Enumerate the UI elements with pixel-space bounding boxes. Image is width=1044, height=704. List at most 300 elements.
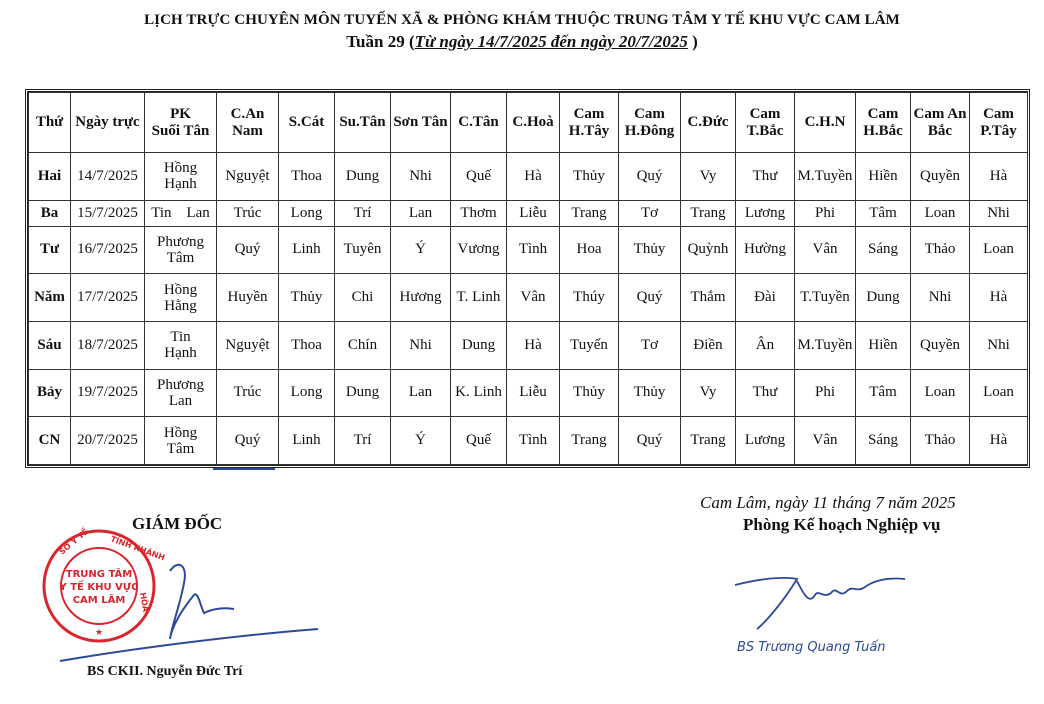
cell-text: Nhi xyxy=(987,204,1010,221)
department-signer-name: BS Trương Quang Tuấn xyxy=(737,640,886,655)
cell-text: T. Linh xyxy=(456,289,501,306)
staff-cell xyxy=(391,417,451,465)
svg-text:CAM LÂM: CAM LÂM xyxy=(72,595,126,606)
column-header-line: Ngày trực xyxy=(75,114,140,130)
cell-text: Thủy xyxy=(290,289,323,306)
cell-text: T.Tuyền xyxy=(800,289,850,306)
department-heading: Phòng Kế hoạch Nghiệp vụ xyxy=(743,515,941,534)
column-header xyxy=(970,93,1028,153)
staff-cell xyxy=(736,274,795,322)
cell-text: Hạnh xyxy=(164,176,197,193)
director-signature xyxy=(52,555,322,675)
staff-cell xyxy=(911,274,970,322)
staff-cell xyxy=(507,369,560,417)
cell-text: Long xyxy=(290,384,323,401)
cell-text: Quý xyxy=(636,167,663,184)
staff-cell xyxy=(279,417,335,465)
staff-cell xyxy=(795,369,856,417)
place-date: Cam Lâm, ngày 11 tháng 7 năm 2025 xyxy=(700,493,956,512)
staff-cell xyxy=(507,153,560,201)
cell-text: Bảy xyxy=(36,384,62,401)
cell-text: Quế xyxy=(466,432,491,449)
svg-text:TỈNH KHÁNH: TỈNH KHÁNH xyxy=(109,534,167,563)
cell-text: Quỳnh xyxy=(687,241,729,258)
cell-text: Đài xyxy=(754,289,776,306)
cell-text: Nhi xyxy=(928,289,952,306)
cell-text: Thắm xyxy=(690,289,726,306)
cell-text: Tâm xyxy=(166,440,195,457)
cell-text: Liễu xyxy=(519,204,547,221)
column-header-line: Cam xyxy=(573,105,605,122)
department-signature xyxy=(727,565,927,635)
cell-text: 19/7/2025 xyxy=(77,384,138,401)
cell-text: Quý xyxy=(234,241,261,258)
cell-text: Tâm xyxy=(869,204,897,221)
staff-cell xyxy=(560,200,619,226)
director-name: BS CKII. Nguyễn Đức Trí xyxy=(87,664,243,679)
column-header-line: Cam An xyxy=(913,105,967,122)
staff-cell xyxy=(145,369,217,417)
staff-cell xyxy=(507,417,560,465)
cell-text: Tâm xyxy=(869,384,897,401)
cell-text: Thoa xyxy=(291,336,322,353)
staff-cell xyxy=(856,369,911,417)
staff-cell xyxy=(507,226,560,274)
column-header xyxy=(681,93,736,153)
staff-cell xyxy=(217,274,279,322)
staff-cell xyxy=(560,369,619,417)
table-row xyxy=(29,200,1028,226)
cell-text: Thủy xyxy=(633,384,666,401)
table-header-row xyxy=(29,93,1028,153)
cell-text: Tuyến xyxy=(570,336,608,353)
staff-cell xyxy=(856,417,911,465)
staff-cell xyxy=(736,321,795,369)
column-header xyxy=(856,93,911,153)
staff-cell xyxy=(736,417,795,465)
cell-text: Linh xyxy=(292,432,321,449)
date-cell xyxy=(71,200,145,226)
cell-text: Dung xyxy=(345,167,380,184)
staff-cell xyxy=(391,153,451,201)
staff-cell xyxy=(856,153,911,201)
cell-text: Thủy xyxy=(573,167,605,184)
staff-cell xyxy=(391,200,451,226)
staff-cell xyxy=(279,200,335,226)
cell-text: Thơm xyxy=(460,204,497,221)
cell-text: Thúy xyxy=(573,289,605,306)
cell-text: Trí xyxy=(353,204,372,221)
staff-cell xyxy=(970,226,1028,274)
cell-text: Loan xyxy=(924,204,956,221)
cell-text: Hồng xyxy=(163,281,198,298)
day-cell xyxy=(29,369,71,417)
staff-cell xyxy=(795,417,856,465)
director-heading: GIÁM ĐỐC xyxy=(132,514,223,533)
staff-cell xyxy=(619,226,681,274)
day-cell xyxy=(29,274,71,322)
cell-text: Sáng xyxy=(868,241,898,258)
staff-cell xyxy=(451,321,507,369)
cell-text: Quý xyxy=(636,289,663,306)
date-cell xyxy=(71,369,145,417)
cell-text: Sáu xyxy=(37,336,62,353)
cell-text: Huyền xyxy=(227,289,268,306)
staff-cell xyxy=(795,321,856,369)
cell-text: 14/7/2025 xyxy=(77,167,138,184)
cell-text: Hằng xyxy=(164,297,197,314)
column-header xyxy=(335,93,391,153)
staff-cell xyxy=(619,200,681,226)
staff-cell xyxy=(911,226,970,274)
date-cell xyxy=(71,321,145,369)
date-cell xyxy=(71,417,145,465)
table-row xyxy=(29,417,1028,465)
column-header-line: C.An xyxy=(230,105,265,122)
cell-text: Trang xyxy=(690,432,726,449)
document-subtitle: Tuần 29 (Từ ngày 14/7/2025 đến ngày 20/7/2025 ) xyxy=(346,32,698,51)
staff-cell xyxy=(619,321,681,369)
staff-cell xyxy=(619,417,681,465)
staff-cell xyxy=(217,226,279,274)
cell-text: Ý xyxy=(415,241,426,258)
staff-cell xyxy=(391,369,451,417)
staff-cell xyxy=(681,417,736,465)
staff-cell xyxy=(970,274,1028,322)
svg-text:TRUNG TÂM: TRUNG TÂM xyxy=(65,569,133,580)
staff-cell xyxy=(217,369,279,417)
cell-text: K. Linh xyxy=(455,384,502,401)
cell-text: 16/7/2025 xyxy=(77,241,138,258)
cell-text: 18/7/2025 xyxy=(77,336,138,353)
staff-cell xyxy=(279,274,335,322)
column-header-line: H.Bắc xyxy=(863,122,903,139)
staff-cell xyxy=(279,369,335,417)
staff-cell xyxy=(560,417,619,465)
cell-text: Quế xyxy=(466,167,491,184)
staff-cell xyxy=(856,200,911,226)
staff-cell xyxy=(619,153,681,201)
staff-cell xyxy=(217,321,279,369)
column-header xyxy=(507,93,560,153)
cell-text: Nguyệt xyxy=(225,167,270,184)
cell-text: Trang xyxy=(690,204,726,221)
cell-text: Vân xyxy=(520,289,546,306)
cell-text: Ý xyxy=(415,432,426,449)
cell-text: Phi xyxy=(814,204,835,221)
cell-text: Lương xyxy=(744,204,786,221)
cell-text: Tin Lan xyxy=(151,204,210,221)
staff-cell xyxy=(391,321,451,369)
cell-text: Chín xyxy=(347,336,378,353)
cell-text: 15/7/2025 xyxy=(77,204,138,221)
date-cell xyxy=(71,274,145,322)
column-header xyxy=(736,93,795,153)
staff-cell xyxy=(391,274,451,322)
staff-cell xyxy=(795,226,856,274)
staff-cell xyxy=(736,153,795,201)
staff-cell xyxy=(335,153,391,201)
cell-text: Hà xyxy=(524,167,542,184)
staff-cell xyxy=(970,417,1028,465)
date-cell xyxy=(71,153,145,201)
staff-cell xyxy=(911,200,970,226)
staff-cell xyxy=(335,369,391,417)
cell-text: Tư xyxy=(39,241,59,258)
column-header-line: Cam xyxy=(983,105,1014,122)
staff-cell xyxy=(279,226,335,274)
staff-cell xyxy=(911,321,970,369)
cell-text: Lan xyxy=(408,204,433,221)
staff-cell xyxy=(279,321,335,369)
cell-text: Hiền xyxy=(868,336,898,353)
staff-cell xyxy=(145,274,217,322)
column-header-line: PK xyxy=(170,105,191,122)
staff-cell xyxy=(856,321,911,369)
document-title: LỊCH TRỰC CHUYÊN MÔN TUYẾN XÃ & PHÒNG KHÁM THUỘC TRUNG TÂM Y TẾ KHU VỰC CAM LÂM xyxy=(144,12,900,28)
staff-cell xyxy=(560,153,619,201)
table-row xyxy=(29,274,1028,322)
day-cell xyxy=(29,153,71,201)
cell-text: Thủy xyxy=(633,241,666,258)
cell-text: Phi xyxy=(814,384,835,401)
staff-cell xyxy=(856,226,911,274)
cell-text: Năm xyxy=(34,289,65,306)
staff-cell xyxy=(560,321,619,369)
cell-text: Thư xyxy=(752,167,778,184)
cell-text: Nhi xyxy=(409,336,432,353)
column-header-line: Cam xyxy=(634,105,665,122)
staff-cell xyxy=(681,226,736,274)
cell-text: Điền xyxy=(693,336,723,353)
cell-text: Loan xyxy=(924,384,956,401)
cell-text: Hường xyxy=(744,241,786,258)
staff-cell xyxy=(145,153,217,201)
staff-cell xyxy=(145,200,217,226)
cell-text: Nguyệt xyxy=(225,336,270,353)
staff-cell xyxy=(145,417,217,465)
column-header-line: Bắc xyxy=(927,122,953,139)
cell-text: Hai xyxy=(37,167,62,184)
cell-text: Long xyxy=(290,204,323,221)
column-header-line: Thứ xyxy=(35,114,64,130)
cell-text: Phương xyxy=(157,233,204,250)
cell-text: Loan xyxy=(983,384,1014,401)
staff-cell xyxy=(736,200,795,226)
staff-cell xyxy=(145,321,217,369)
cell-text: Trang xyxy=(571,432,607,449)
staff-cell xyxy=(335,417,391,465)
column-header-line: C.Đức xyxy=(687,114,729,130)
cell-text: Vương xyxy=(457,241,500,258)
staff-cell xyxy=(217,153,279,201)
staff-cell xyxy=(970,153,1028,201)
week-label: Tuần 29 xyxy=(346,32,405,51)
cell-text: Trang xyxy=(571,204,607,221)
staff-cell xyxy=(145,226,217,274)
column-header-line: Suối Tân xyxy=(151,122,210,139)
cell-text: Hạnh xyxy=(164,345,197,362)
column-header-line: H.Tây xyxy=(568,122,610,139)
cell-text: Trúc xyxy=(233,204,262,221)
column-header xyxy=(145,93,217,153)
cell-text: Nhi xyxy=(409,167,432,184)
table-mark xyxy=(213,468,275,470)
column-header xyxy=(279,93,335,153)
staff-cell xyxy=(451,200,507,226)
staff-cell xyxy=(911,417,970,465)
svg-text:SỞ Y TẾ: SỞ Y TẾ xyxy=(57,527,91,557)
staff-cell xyxy=(560,226,619,274)
table-row xyxy=(29,153,1028,201)
staff-cell xyxy=(795,153,856,201)
staff-cell xyxy=(391,226,451,274)
staff-cell xyxy=(911,153,970,201)
cell-text: Quyền xyxy=(920,336,960,353)
staff-cell xyxy=(736,369,795,417)
staff-cell xyxy=(451,369,507,417)
staff-cell xyxy=(911,369,970,417)
cell-text: Thoa xyxy=(291,167,322,184)
cell-text: Tơ xyxy=(640,336,659,353)
cell-text: Lương xyxy=(744,432,786,449)
duty-schedule-table xyxy=(28,92,1028,465)
staff-cell xyxy=(217,200,279,226)
column-header-line: Su.Tân xyxy=(339,114,386,130)
column-header-line: C.H.N xyxy=(804,114,846,130)
column-header-line: S.Cát xyxy=(288,114,325,130)
table-row xyxy=(29,369,1028,417)
cell-text: 20/7/2025 xyxy=(77,432,138,449)
cell-text: Hồng xyxy=(163,160,198,177)
cell-text: M.Tuyền xyxy=(797,167,853,184)
cell-text: Lan xyxy=(408,384,433,401)
staff-cell xyxy=(560,274,619,322)
staff-cell xyxy=(736,226,795,274)
staff-cell xyxy=(279,153,335,201)
staff-cell xyxy=(619,274,681,322)
column-header xyxy=(619,93,681,153)
cell-text: Hà xyxy=(989,432,1008,449)
cell-text: Linh xyxy=(292,241,321,258)
cell-text: Hà xyxy=(989,289,1008,306)
cell-text: Thảo xyxy=(924,432,956,449)
staff-cell xyxy=(619,369,681,417)
staff-cell xyxy=(507,274,560,322)
day-cell xyxy=(29,321,71,369)
staff-cell xyxy=(451,153,507,201)
column-header-line: Cam xyxy=(749,105,781,122)
cell-text: Vy xyxy=(699,167,717,184)
cell-text: Quý xyxy=(636,432,663,449)
column-header xyxy=(451,93,507,153)
staff-cell xyxy=(335,321,391,369)
cell-text: Dung xyxy=(461,336,496,353)
staff-cell xyxy=(451,226,507,274)
cell-text: Trúc xyxy=(233,384,262,401)
cell-text: Tâm xyxy=(166,249,195,266)
cell-text: Tình xyxy=(518,432,548,449)
cell-text: Hồng xyxy=(163,424,198,441)
column-header xyxy=(217,93,279,153)
staff-cell xyxy=(681,153,736,201)
svg-text:Y TẾ KHU VỰC: Y TẾ KHU VỰC xyxy=(59,582,139,593)
cell-text: Thư xyxy=(752,384,778,401)
staff-cell xyxy=(970,321,1028,369)
staff-cell xyxy=(795,200,856,226)
column-header-line: H.Đông xyxy=(624,122,675,139)
day-cell xyxy=(29,226,71,274)
cell-text: 17/7/2025 xyxy=(77,289,138,306)
cell-text: Dung xyxy=(345,384,380,401)
cell-text: Tin xyxy=(170,329,191,346)
staff-cell xyxy=(681,369,736,417)
staff-cell xyxy=(451,274,507,322)
cell-text: Tuyên xyxy=(343,241,382,258)
staff-cell xyxy=(451,417,507,465)
day-cell xyxy=(29,417,71,465)
cell-text: Hương xyxy=(399,289,442,306)
staff-cell xyxy=(217,417,279,465)
column-header xyxy=(71,93,145,153)
column-header-line: C.Tân xyxy=(458,114,499,130)
cell-text: Thủy xyxy=(573,384,605,401)
cell-text: Hà xyxy=(524,336,542,353)
cell-text: Tình xyxy=(518,241,548,258)
column-header-line: T.Bắc xyxy=(746,122,784,139)
cell-text: M.Tuyền xyxy=(797,336,853,353)
staff-cell xyxy=(795,274,856,322)
svg-text:★: ★ xyxy=(94,628,104,638)
staff-cell xyxy=(681,321,736,369)
column-header xyxy=(560,93,619,153)
column-header xyxy=(29,93,71,153)
column-header-line: C.Hoà xyxy=(512,114,554,130)
cell-text: Quý xyxy=(234,432,261,449)
table-row xyxy=(29,226,1028,274)
cell-text: Vy xyxy=(699,384,717,401)
column-header xyxy=(911,93,970,153)
staff-cell xyxy=(507,200,560,226)
column-header-line: P.Tây xyxy=(980,122,1017,139)
cell-text: Chi xyxy=(351,289,374,306)
staff-cell xyxy=(507,321,560,369)
staff-cell xyxy=(335,226,391,274)
cell-text: Loan xyxy=(983,241,1014,258)
column-header xyxy=(391,93,451,153)
day-cell xyxy=(29,200,71,226)
staff-cell xyxy=(335,274,391,322)
cell-text: Hà xyxy=(989,167,1008,184)
staff-cell xyxy=(970,369,1028,417)
cell-text: Phương xyxy=(157,376,204,393)
staff-cell xyxy=(681,200,736,226)
cell-text: Liễu xyxy=(519,384,547,401)
cell-text: Hoa xyxy=(576,241,602,258)
cell-text: Sáng xyxy=(868,432,898,449)
cell-text: Vân xyxy=(812,432,838,449)
cell-text: Lan xyxy=(168,392,193,409)
cell-text: CN xyxy=(38,432,61,449)
cell-text: Nhi xyxy=(987,336,1010,353)
column-header-line: Cam xyxy=(867,105,899,122)
column-header-line: Sơn Tân xyxy=(393,114,448,130)
duty-table-frame xyxy=(25,89,1030,468)
cell-text: Vân xyxy=(812,241,838,258)
cell-text: Ba xyxy=(40,204,59,221)
table-row xyxy=(29,321,1028,369)
date-cell xyxy=(71,226,145,274)
